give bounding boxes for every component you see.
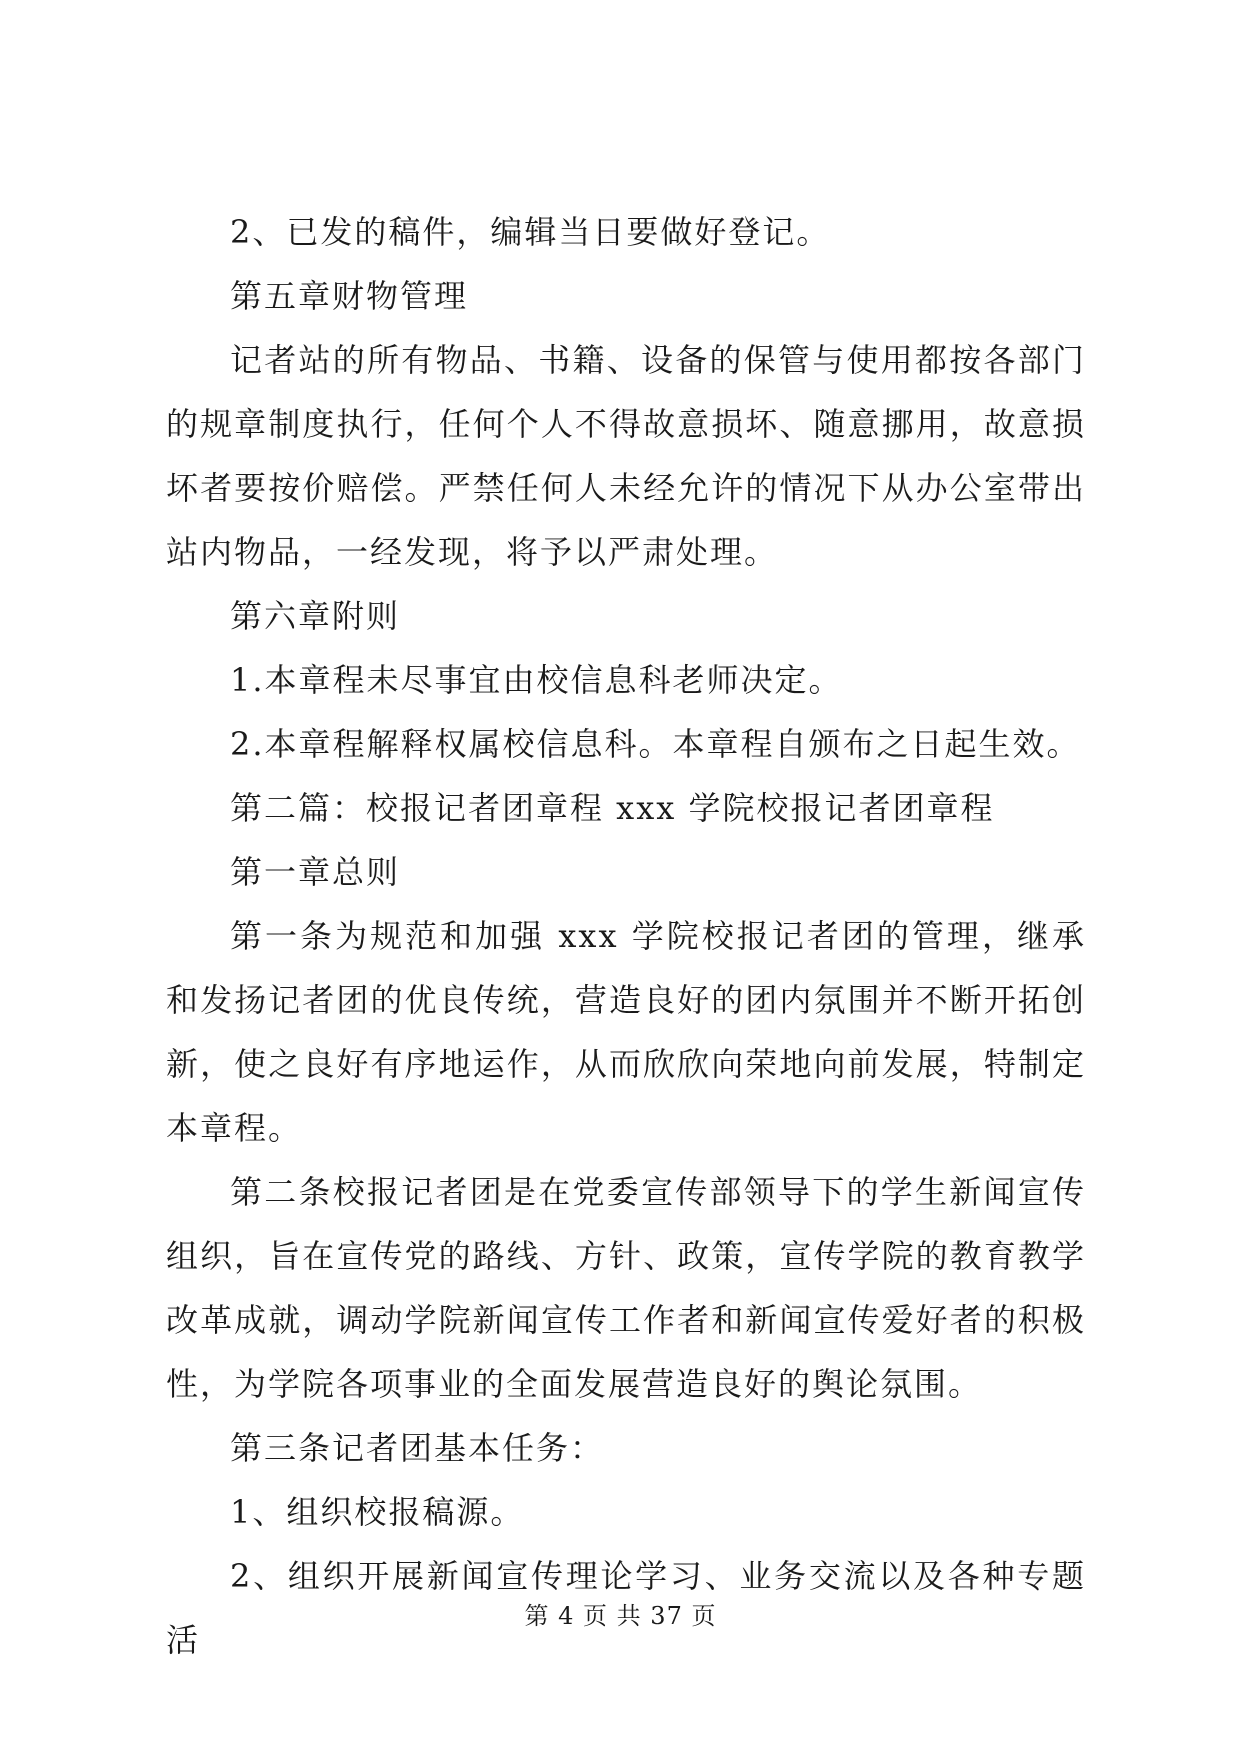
paragraph-article-three: 第三条记者团基本任务： [230, 1429, 605, 1467]
paragraph-property-management: 记者站的所有物品、书籍、设备的保管与使用都按各部门的规章制度执行，任何个人不得故意损坏、随意挪用，故意损坏者要按价赔偿。严禁任何人未经允许的情况下从办公室带出站内物品，一经发现，将予以严肃处理。 [166, 341, 1086, 571]
heading-chapter-six: 第六章附则 [230, 597, 401, 635]
heading-chapter-five: 第五章财物管理 [230, 277, 469, 315]
paragraph-article-two: 第二条校报记者团是在党委宣传部领导下的学生新闻宣传组织，旨在宣传党的路线、方针、政策，宣传学院的教育教学改革成就，调动学院新闻宣传工作者和新闻宣传爱好者的积极性，为学院各项事业的全面发展营造良好的舆论氛围。 [166, 1173, 1086, 1403]
document-body [166, 200, 1086, 1672]
page-number-footer: 第 4 页 共 37 页 [524, 1602, 717, 1630]
paragraph-article-one: 第一条为规范和加强 xxx 学院校报记者团的管理，继承和发扬记者团的优良传统，营造良好的团内氛围并不断开拓创新，使之良好有序地运作，从而欣欣向荣地向前发展，特制定本章程。 [166, 917, 1086, 1147]
paragraph-registration: 2、已发的稿件，编辑当日要做好登记。 [230, 213, 831, 251]
paragraph-supplementary-2: 2.本章程解释权属校信息科。本章程自颁布之日起生效。 [230, 725, 1081, 763]
paragraph-task-1: 1、组织校报稿源。 [230, 1493, 525, 1531]
paragraph-task-2: 2、组织开展新闻宣传理论学习、业务交流以及各种专题活 [166, 1557, 1086, 1659]
heading-chapter-one: 第一章总则 [230, 853, 401, 891]
paragraph-supplementary-1: 1.本章程未尽事宜由校信息科老师决定。 [230, 661, 843, 699]
heading-part-two: 第二篇：校报记者团章程 xxx 学院校报记者团章程 [230, 789, 995, 827]
